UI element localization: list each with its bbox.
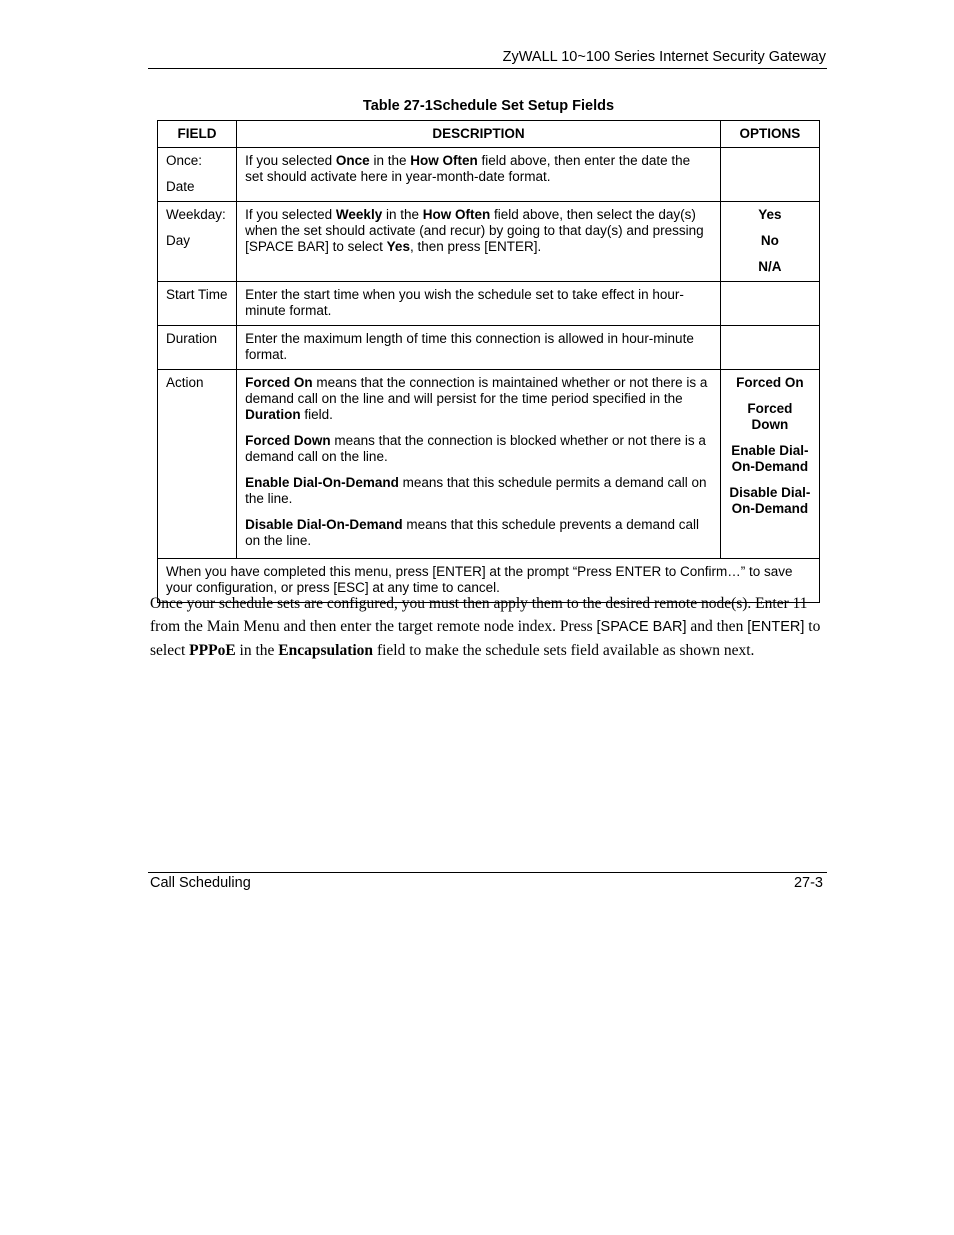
table-row (158, 370, 820, 559)
field-name: Once: (166, 153, 203, 168)
body-text: to select (150, 618, 821, 659)
description-text: field. (300, 407, 333, 422)
schedule-fields-table (157, 120, 820, 603)
body-paragraph (150, 592, 826, 662)
column-header-field: FIELD (158, 121, 237, 148)
option-disable-dial-on-demand: Disable Dial-On-Demand (729, 485, 811, 516)
field-name: Duration (166, 331, 218, 346)
description-text: , then press [ENTER]. (409, 239, 542, 254)
body-text: in the (235, 642, 279, 659)
column-header-options: OPTIONS (720, 121, 819, 148)
field-cell (158, 282, 237, 326)
description-bold: Weekly (335, 207, 383, 222)
body-text: Once your schedule sets are configured, you must then apply them to the desired remote node(s). Enter 11 from the Main Menu and then enter the target remote node index. Press (150, 595, 808, 635)
options-cell (720, 202, 819, 282)
description-bold: Disable Dial-On-Demand (245, 517, 403, 532)
description-bold: Enable Dial-On-Demand (245, 475, 399, 490)
footer-page-number: 27-3 (793, 875, 823, 891)
table-row (158, 282, 820, 326)
option-na: N/A (758, 259, 782, 274)
description-text: means that the connection is blocked whether or not there is a demand call on the line. (245, 433, 706, 464)
description-paragraph (245, 475, 712, 507)
footer-rule (148, 872, 827, 873)
description-bold: Once (335, 153, 370, 168)
field-name: Action (166, 375, 204, 390)
table-header-row (158, 121, 820, 148)
column-header-description: DESCRIPTION (237, 121, 721, 148)
description-cell (237, 202, 721, 282)
options-cell (720, 326, 819, 370)
option-forced-down: Forced Down (747, 401, 793, 432)
table-note: When you have completed this menu, press [ENTER] at the prompt “Press ENTER to Confirm…” to save your configuration, or press [ESC] at any time to cancel. (158, 559, 820, 603)
field-name-sub: Date (166, 179, 195, 194)
description-cell (237, 326, 721, 370)
header-rule (148, 68, 827, 69)
running-header: ZyWALL 10~100 Series Internet Security Gateway (502, 49, 826, 65)
option-no: No (760, 233, 779, 248)
field-cell (158, 148, 237, 202)
description-text: If you selected (245, 153, 336, 168)
description-cell (237, 282, 721, 326)
description-bold: Forced On (245, 375, 313, 390)
description-text: Enter the maximum length of time this connection is allowed in hour-minute format. (245, 331, 694, 362)
option-forced-on: Forced On (736, 375, 804, 390)
description-text: in the (382, 207, 423, 222)
description-text: in the (369, 153, 411, 168)
option-enable-dial-on-demand: Enable Dial-On-Demand (731, 443, 809, 474)
description-paragraph (245, 375, 712, 423)
field-name: Start Time (166, 287, 228, 302)
description-bold: How Often (422, 207, 491, 222)
body-text: field to make the schedule sets field available as shown next. (373, 642, 755, 659)
table-row (158, 326, 820, 370)
description-bold: How Often (410, 153, 478, 168)
footer-section-title: Call Scheduling (150, 875, 251, 891)
description-text: means that this schedule permits a demand call on the line. (245, 475, 707, 506)
field-name-sub: Day (166, 233, 191, 248)
table-row (158, 202, 820, 282)
description-bold: Yes (386, 239, 410, 254)
description-text: field above, then enter the date the set should activate here in year-month-date format. (245, 153, 691, 184)
body-bold: Encapsulation (278, 642, 374, 659)
description-text: Enter the start time when you wish the schedule set to take effect in hour-minute format. (245, 287, 684, 318)
body-key: [SPACE BAR] (596, 619, 687, 635)
description-cell (237, 370, 721, 559)
field-cell (158, 370, 237, 559)
description-text: If you selected (245, 207, 336, 222)
options-cell (720, 148, 819, 202)
option-yes: Yes (758, 207, 782, 222)
description-cell (237, 148, 721, 202)
description-paragraph (245, 433, 712, 465)
description-bold: Forced Down (245, 433, 331, 448)
options-cell (720, 282, 819, 326)
body-text: and then (686, 618, 748, 635)
options-cell (720, 370, 819, 559)
body-bold: PPPoE (189, 642, 236, 659)
description-text: means that the connection is maintained whether or not there is a demand call on the line and will persist for the time period specified in the (245, 375, 708, 406)
body-key: [ENTER] (747, 619, 805, 635)
field-cell (158, 326, 237, 370)
field-cell (158, 202, 237, 282)
field-name: Weekday: (166, 207, 226, 222)
table-row (158, 148, 820, 202)
description-bold: Duration (245, 407, 301, 422)
table-caption: Table 27-1Schedule Set Setup Fields (362, 98, 615, 114)
description-paragraph (245, 517, 712, 549)
description-text: field above, then select the day(s) when the set should activate (and recur) by going to that day(s) and pressing [SPACE BAR] to select (245, 207, 704, 254)
description-text: means that this schedule prevents a demand call on the line. (245, 517, 700, 548)
